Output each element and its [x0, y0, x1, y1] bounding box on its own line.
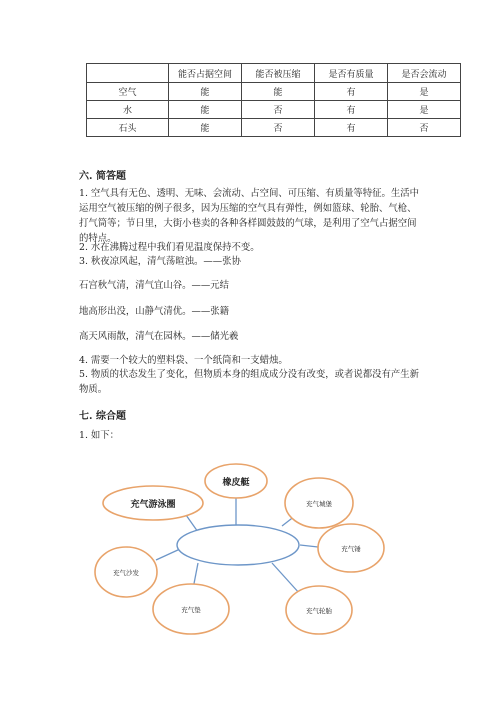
answer-1: 1. 空气具有无色、透明、无味、会流动、占空间、可压缩、有质量等特征。生活中运用空气被压缩的例子很多，因为压缩的空气具有弹性，例如篮球、轮胎、气枪、打气筒等；节日里，大街小巷卖的各种各样圆鼓鼓的气球，是利用了空气占据空间的特点。	[79, 188, 420, 244]
center-bubble	[177, 525, 299, 565]
node-label: 橡皮艇	[222, 478, 250, 488]
section-6-title: 六. 简答题	[79, 171, 126, 182]
table-cell: 水	[87, 101, 169, 119]
table-cell: 有	[315, 119, 388, 137]
table-cell: 能	[169, 101, 242, 119]
table-header-cell: 能否被压缩	[242, 64, 315, 83]
table-cell: 否	[388, 119, 461, 137]
answer-4: 4. 需要一个较大的塑料袋、一个纸筒和一支蜡烛。	[79, 355, 288, 366]
node-label: 充气轮胎	[306, 607, 332, 615]
connector-line	[300, 545, 318, 547]
poem-line-1: 石宫秋气清，清气宜山谷。——元结	[79, 280, 230, 291]
table-cell: 有	[315, 101, 388, 119]
table-cell: 空气	[87, 83, 169, 101]
connector-line	[272, 563, 300, 594]
poem-line-2: 地高形出没，山静气清优。——张籍	[79, 306, 230, 317]
question-1: 1. 如下：	[79, 430, 120, 441]
poem-line-3: 高天风雨散，清气在园林。——储光羲	[79, 331, 239, 342]
node-label: 充气沙发	[113, 569, 139, 577]
node-label: 充气城堡	[306, 500, 332, 508]
table-cell: 石头	[87, 119, 169, 137]
section-7-title: 七. 综合题	[79, 411, 126, 422]
table-cell: 否	[242, 101, 315, 119]
answer-5: 5. 物质的状态发生了变化，但物质本身的组成成分没有改变，或者说都没有产生新物质。	[79, 369, 420, 395]
table-cell: 否	[242, 119, 315, 137]
table-header-cell: 是否有质量	[315, 64, 388, 83]
connector-line	[186, 515, 198, 532]
table-header-cell: 能否占据空间	[169, 64, 242, 83]
node-label: 充气垫	[181, 606, 201, 614]
node-label: 充气锤	[341, 545, 361, 553]
table-cell: 是	[388, 101, 461, 119]
answer-2: 2. 水在沸腾过程中我们看见温度保持不变。	[79, 242, 260, 253]
table-cell: 能	[169, 119, 242, 137]
table-cell: 能	[169, 83, 242, 101]
node-label: 充气游泳圈	[130, 500, 176, 510]
table-header-cell: 是否会流动	[388, 64, 461, 83]
table-cell: 有	[315, 83, 388, 101]
table-cell: 能	[242, 83, 315, 101]
answer-3: 3. 秋夜凉风起，清气荡暄浊。——张协	[79, 256, 241, 267]
connector-line	[156, 549, 180, 560]
table-cell: 是	[388, 83, 461, 101]
